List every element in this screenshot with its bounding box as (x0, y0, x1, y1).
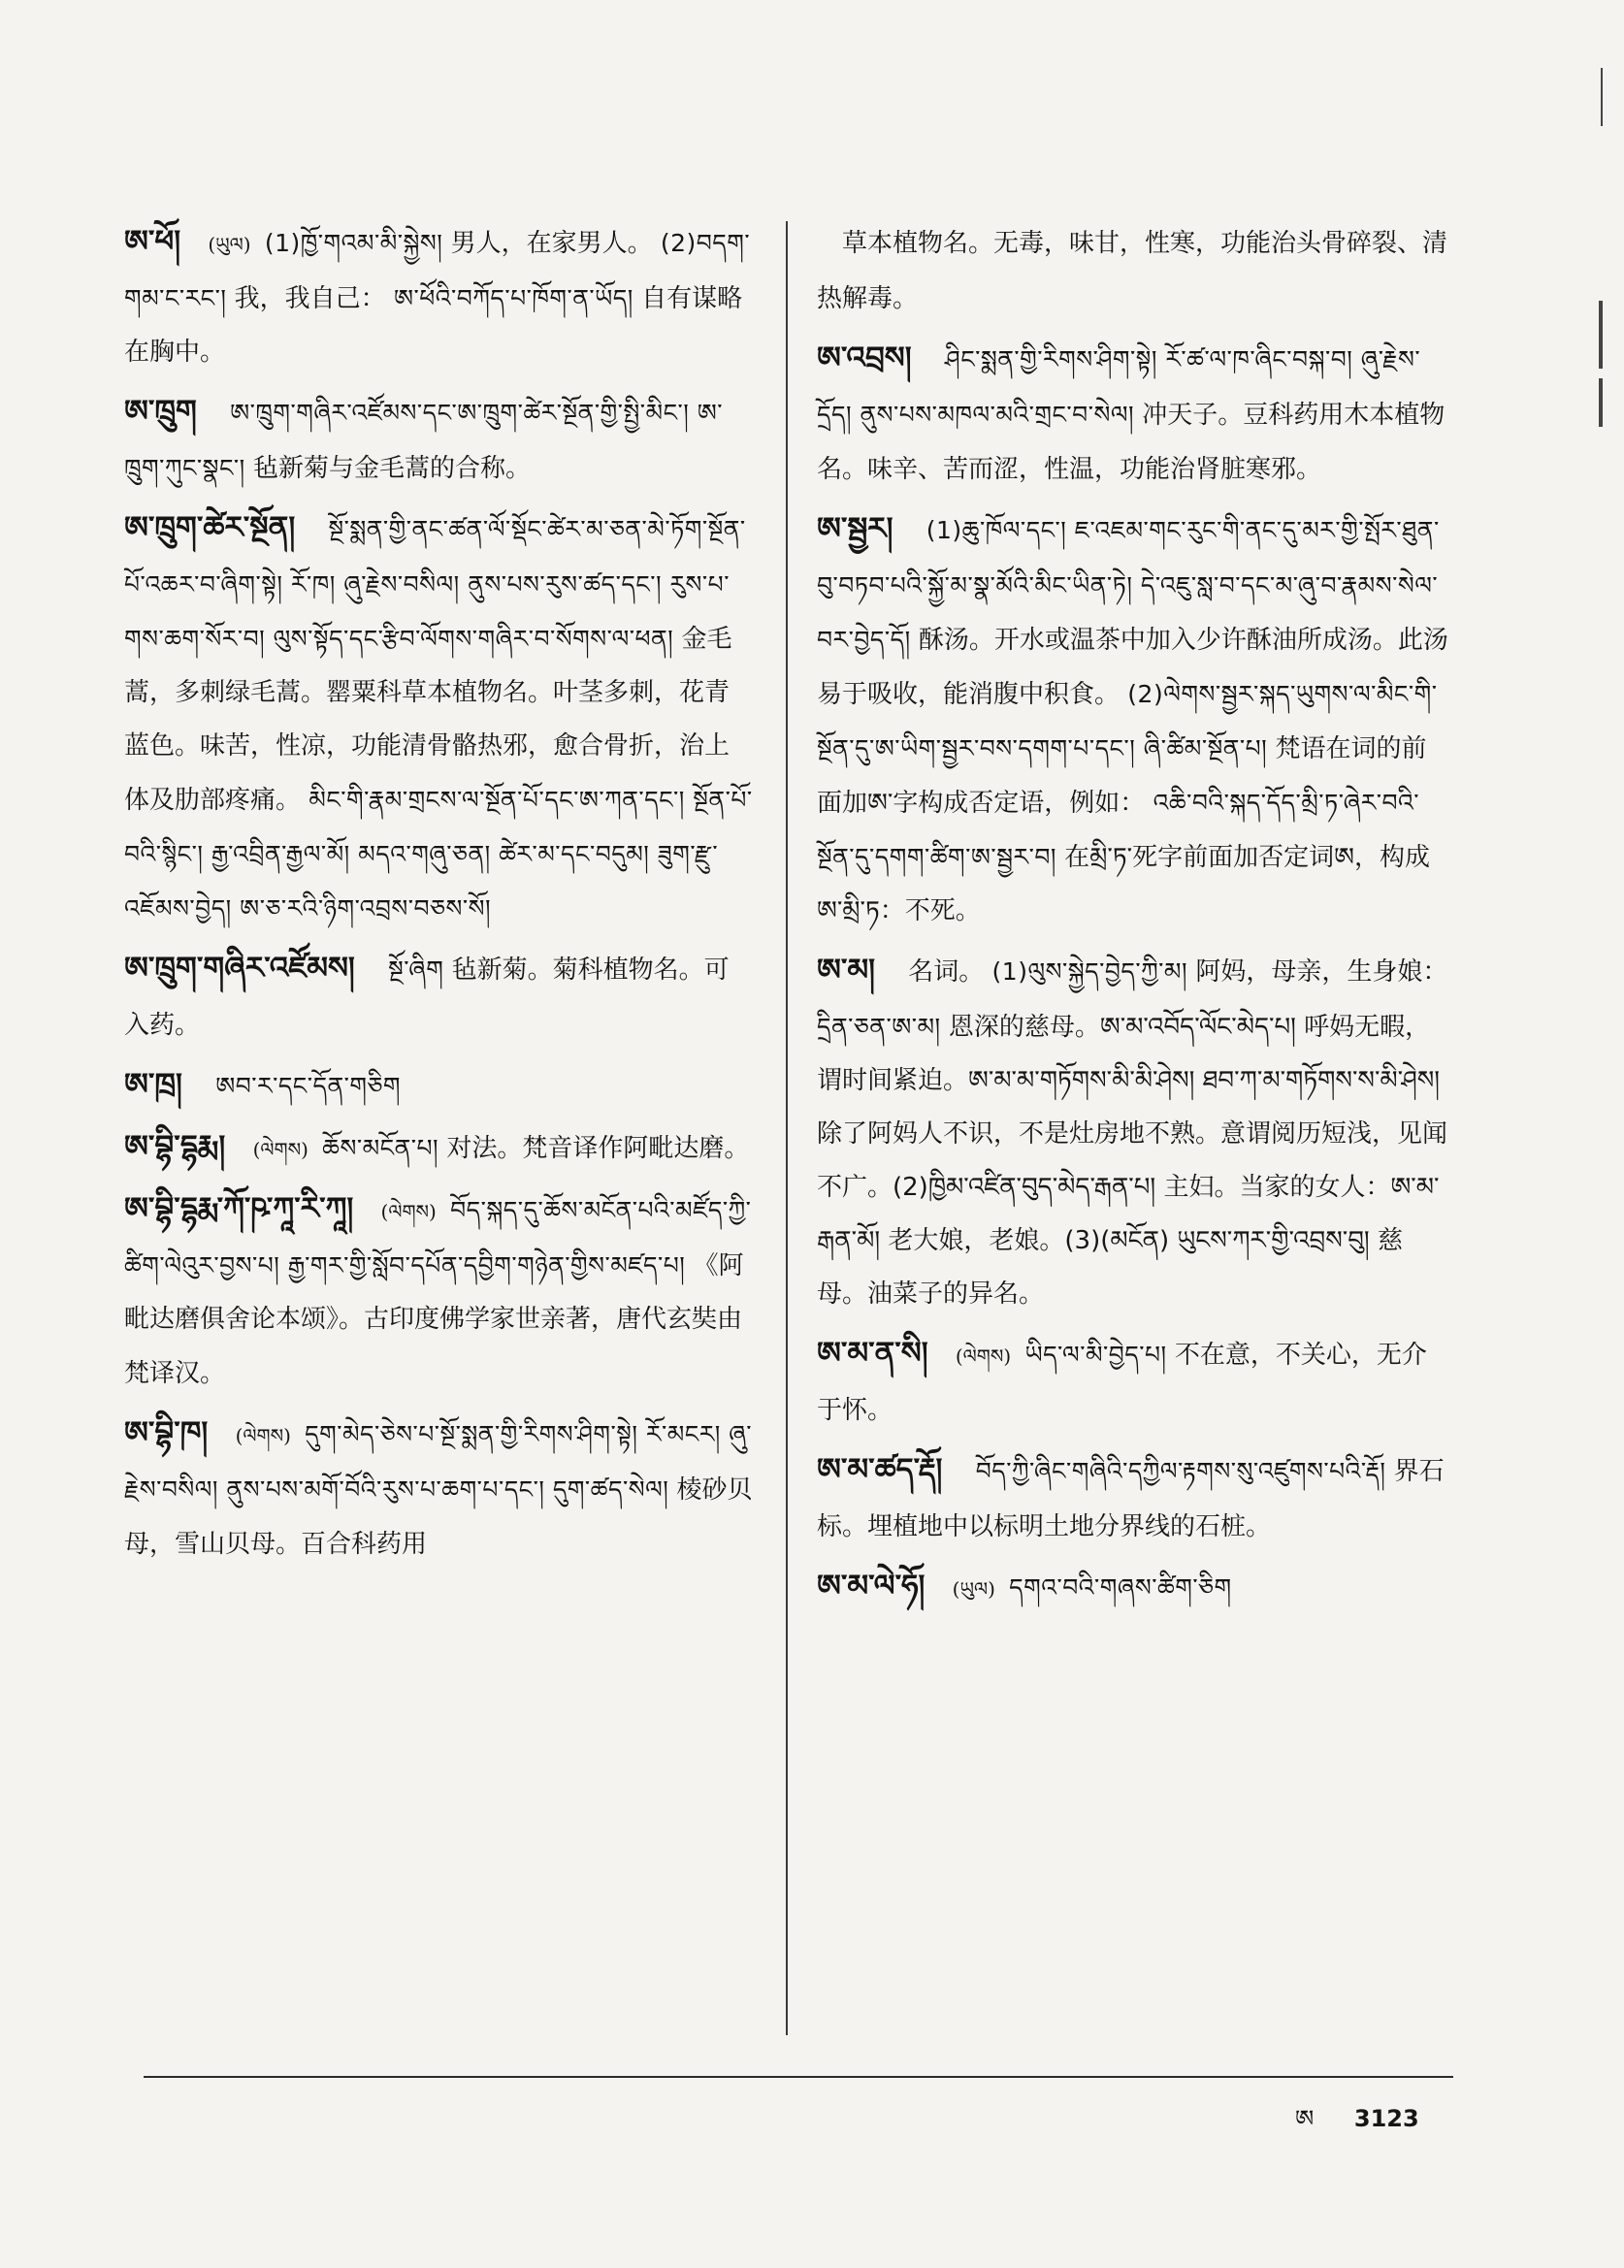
tibetan-text: ཡིད་ལ་མི་བྱེད་པ། (1024, 1341, 1167, 1369)
chinese-gloss: 草本植物名。无毒，味甘，性寒，功能治头骨碎裂、清热解毒。 (817, 229, 1448, 313)
headword: ཨ་ཕོ། (124, 224, 181, 259)
chinese-gloss: 在མྲི་ཏ་死字前面加否定词ཨ，构成ཨ་མྲི་ཏ：不死。 (817, 843, 1430, 925)
tibetan-text: དྲིན་ཅན་ཨ་མ། (817, 1013, 941, 1041)
tibetan-text: དགའ་བའི་གཞས་ཚིག་ཅིག (1009, 1573, 1232, 1602)
usage-tag: (ལེགས) (380, 1200, 437, 1223)
dictionary-entry (817, 1443, 1449, 1554)
tibetan-text: (1)ཆུ་ཁོལ་དང་། ཇ་འཇམ་གང་རུང་གི་ནང་དུ་མར་གྱི་སྤོར་ཐུན་བུ་བཏབ་པའི་སྐྱོ་མ་སྣ་མོའི་མིང་ཡིན་ཏེ། དེ་འཇུ་སླ་བ་དང་མ་ཞུ་བ་རྣམས་སེལ་བར་བྱེད་དོ། (817, 516, 1440, 654)
chinese-gloss: 金毛蒿，多刺绿毛蒿。罂粟科草本植物名。叶茎多刺，花青蓝色。味苦，性凉，功能清骨骼热邪，愈合骨折，治上体及肋部疼痛。 (124, 625, 732, 815)
bottom-rule (144, 2076, 1453, 2078)
chinese-gloss: 阿妈，母亲，生身娘： (1195, 957, 1448, 987)
tibetan-text: ཤིང་སྨན་གྱི་རིགས་ཤིག་སྟེ། རོ་ཚ་ལ་ཁ་ཞིང་བསྐ་བ། ཞུ་རྗེས་དྲོད། ནུས་པས་མཁལ་མའི་གྲང་བ་སེལ། (817, 345, 1421, 429)
chinese-gloss: 毡新菊与金毛蒿的合称。 (253, 454, 532, 483)
headword: ཨ་ཁྲུག་ཚེར་སྔོན། (124, 510, 296, 545)
headword: ཨ་འབྲས། (817, 340, 912, 375)
dictionary-entry (124, 215, 753, 379)
headword: ཨ་མ་ལེ་ཧོ། (817, 1569, 926, 1604)
headword: ཨ་མ། (817, 953, 875, 988)
chinese-gloss: 梵语在词的前面加ཨ་字构成否定语，例如： (817, 734, 1427, 818)
tibetan-text: དུག་མེད་ཅེས་པ་སྔོ་སྨན་གྱི་རིགས་ཤིག་སྟེ། རོ་མངར། ཞུ་རྗེས་བསིལ། ནུས་པས་མགོ་བོའི་རུས་པ་ཆག་པ་དང་། དུག་ཚད་སེལ། (124, 1420, 753, 1504)
page-folio (1295, 2093, 1419, 2158)
headword: ཨ་ཁྲུག (124, 394, 197, 429)
tibetan-text: ཨབ་ར་དང་དོན་གཅིག (215, 1072, 401, 1100)
dictionary-entry (817, 502, 1449, 938)
dictionary-entry (817, 215, 1449, 326)
dictionary-entry (124, 502, 753, 936)
page-number: 3123 (1353, 2105, 1419, 2132)
headword: ཨ་སྦྱར། (817, 511, 893, 546)
headword: ཨ་མ་ཚད་རྡོ། (817, 1452, 943, 1487)
headword: ཨ་ཁྲ། (124, 1067, 182, 1102)
tibetan-text: འཆི་བའི་སྐད་དོད་མྲི་ཏ་ཞེར་བའི་སྔོན་དུ་དགག་ཚིག་ཨ་སྦྱར་བ། (817, 789, 1420, 871)
chinese-gloss: 酥汤。开水或温茶中加入少许酥油所成汤。此汤易于吸收，能消腹中积食。 (817, 626, 1448, 709)
chinese-gloss: 对法。梵音译作阿毗达磨。 (446, 1134, 750, 1163)
right-column (817, 215, 1449, 1622)
chinese-gloss: 我，我自己： (234, 284, 386, 313)
dictionary-entry (124, 1407, 753, 1571)
tibetan-text: སྔོ་སྨན་གྱི་ནང་ཚན་ལོ་སྡོང་ཚེར་མ་ཅན་མེ་ཏོག་སྔོན་པོ་འཆར་བ་ཞིག་སྟེ། རོ་ཁ། ཞུ་རྗེས་བསིལ། ནུས་པས་རུས་ཚད་དང་། རུས་པ་གས་ཆག་སོར་བ། ལུས་སྟོད་དང་རྩིབ་ལོགས་གཞིར་བ་སོགས་ལ་ཕན། (124, 515, 746, 653)
chinese-gloss: 棱砂贝母，雪山贝母。百合科药用 (124, 1475, 753, 1559)
chinese-gloss: 恩深的慈母。ཨ་མ་འབོད་ལོང་མེད་པ། 呼妈无暇，谓时间紧迫。ཨ་མ་མ་གཏོགས་མི་མི་ཤེས། ཐབ་ཀ་མ་གཏོགས་ས་མི་ཤེས། 除了阿妈人不识，不是灶房地不熟。意谓阅历短浅，见闻不广。(2)ཁྱིམ་འཛིན་བུད་མེད་རྒན་པ། 主妇。当家的女人：ཨ་མ་རྒན་མོ། 老大娘，老娘。(3)(མངོན) ཡུངས་ཀར་གྱི་འབྲས་བུ། 慈母。油菜子的异名。 (817, 1013, 1448, 1309)
tibetan-text: བོད་ཀྱི་ཞིང་གཞིའི་དཀྱིལ་རྟགས་སུ་འཛུགས་པའི་རྡོ། (975, 1457, 1386, 1485)
tibetan-text: (1)ལུས་སྐྱེད་བྱེད་ཀྱི་མ། (991, 957, 1188, 986)
chinese-gloss: 界石标。埋植地中以标明土地分界线的石桩。 (817, 1457, 1445, 1541)
dictionary-entry (124, 1120, 753, 1177)
headword: ཨ་བྷི་ཁ། (124, 1415, 209, 1450)
chinese-gloss: 男人，在家男人。 (450, 229, 653, 258)
column-divider (786, 221, 788, 2035)
tibetan-text: སྔོ་ཞིག (388, 956, 444, 984)
usage-tag: (ལེགས) (252, 1138, 309, 1161)
chinese-gloss: 自有谋略在胸中。 (124, 284, 743, 367)
chinese-gloss: 不在意，不关心，无介于怀。 (817, 1341, 1427, 1425)
dictionary-entry (124, 942, 753, 1053)
usage-tag: (ལེགས) (235, 1424, 291, 1447)
tibetan-text: (2)བདག་གམ་ང་རང་། (124, 229, 751, 312)
chinese-gloss: 冲天子。豆科药用木本植物名。味辛、苦而涩，性温，功能治肾脏寒邪。 (817, 401, 1445, 484)
dictionary-entry (817, 332, 1449, 497)
headword: ཨ་བྷི་དྷརྨ། (124, 1129, 226, 1164)
headword: ཨ་ཁྲུག་གཞིར་འཛོམས། (124, 951, 355, 986)
dictionary-entry (817, 944, 1449, 1321)
dictionary-entry (817, 1327, 1449, 1438)
left-column (124, 215, 753, 1577)
headword: ཨ་བྷི་དྷརྨ་ཀོ་ཥ་ཀཱ་རི་ཀཱ། (124, 1191, 354, 1226)
dictionary-entry (124, 385, 753, 496)
tibetan-text: མིང་གི་རྣམ་གྲངས་ལ་སྔོན་པོ་དང་ཨ་ཀན་དང་། སྔོན་པོ་བའི་སྙིང་། རྒྱ་འབྲིན་རྒྱལ་མོ། མདའ་གཞུ་ཅན། ཚེར་མ་དང་བདུམ། ཟུག་རྫུ་འཇོམས་བྱེད། ཨ་ཅ་རའི་ཉིག་འབྲས་བཅས་སོ། (124, 786, 753, 923)
dictionary-entry (817, 1560, 1449, 1616)
usage-tag: (ལེགས) (955, 1345, 1012, 1368)
headword: ཨ་མ་ན་སི། (817, 1336, 928, 1371)
dictionary-entry (124, 1183, 753, 1401)
usage-tag: (ཡུལ) (952, 1577, 995, 1601)
chinese-gloss: 《阿毗达磨俱舍论本颂》。古印度佛学家世亲著，唐代玄奘由梵译汉。 (124, 1251, 744, 1388)
usage-tag: (ཡུལ) (208, 233, 251, 256)
tibetan-text: ཆོས་མངོན་པ། (322, 1134, 439, 1162)
tibetan-text: (1)ཁྱོ་གའམ་མི་སྐྱེས། (264, 229, 443, 257)
chinese-gloss: 毡新菊。菊科植物名。可入药。 (124, 956, 730, 1040)
tibetan-text: ཨ་ཁྲུག་གཞིར་འཛོམས་དང་ཨ་ཁྲུག་ཚེར་སྔོན་གྱི་སྤྱི་མིང་། ཨ་ཁྲུག་ཀུང་སྣང་། (124, 399, 724, 482)
section-letter: ཨ (1295, 2105, 1315, 2132)
chinese-gloss: 名词。 (908, 957, 985, 987)
tibetan-text: ཨ་ཕོའི་བཀོད་པ་ཁོག་ན་ཡོད། (393, 284, 633, 312)
tibetan-text: (2)ལེགས་སྦྱར་སྐད་ཡུགས་ལ་མིང་གི་སྔོན་དུ་ཨ་ཡིག་སྦྱར་བས་དགག་པ་དང་། ཞི་ཚིམ་སྔོན་པ། (817, 680, 1438, 762)
dictionary-entry (124, 1058, 753, 1115)
margin-marks (1575, 58, 1603, 660)
tibetan-text: བོད་སྐད་དུ་ཆོས་མངོན་པའི་མཛོད་ཀྱི་ཚིག་ལེའུར་བྱས་པ། རྒྱ་གར་གྱི་སློབ་དཔོན་དབྱིག་གཉེན་གྱིས་མཛད་པ། (124, 1196, 752, 1280)
